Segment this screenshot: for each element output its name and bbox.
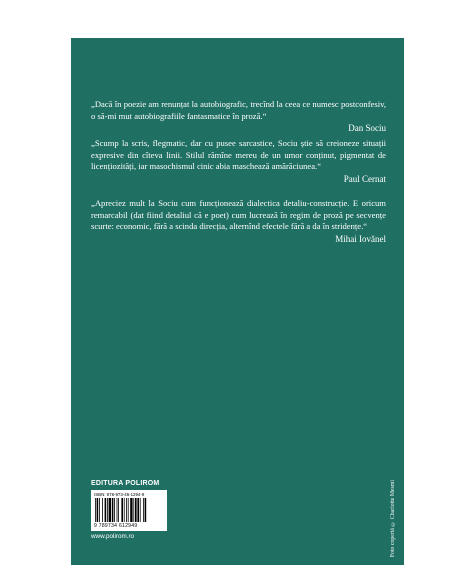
quote-text: „Dacă în poezie am renunțat la autobiografic, trecînd la ceea ce numesc postconfesiv, o să-mi mut autobiografiile fantasmatice în proză.“ [91,99,386,121]
isbn-text: ISBN: 978-973-46-1294-9 [94,492,145,497]
quote-dan-sociu [91,99,386,135]
quote-author: Dan Sociu [348,123,386,134]
quote-author: Mihai Iovănel [335,233,386,244]
quote-author: Paul Cernat [343,173,386,184]
photo-credit: Foto copertă © Charlotte Mesmi [390,479,396,557]
publisher-name: EDITURA POLIROM [91,480,160,487]
quote-text: „Apreciez mult la Sociu cum funcționează dialectica detaliu-construcție. E oricum remarcabil (dat fiind detaliul că e poet) cum lucrează în regim de proză pe secvențe scurte: economic, fără a scinda direcția, alternînd efectele fără a da în stridențe.“ [91,198,386,232]
publisher-block [91,480,167,540]
quote-mihai-iovanel [91,198,386,245]
barcode-icon [94,498,164,522]
quote-paul-cernat [91,138,386,185]
quote-text: „Scump la scris, flegmatic, dar cu pusee sarcastice, Sociu știe să creioneze situații expresive din cîteva linii. Stilul rămîne mereu de un umor conținut, pigmentat de licențiozități, iar masochismul cinic abia maschează amărăciunea.“ [91,138,386,172]
barcode-digits: 9 789734 612949 [94,523,138,529]
isbn-barcode-box [91,490,167,531]
publisher-website: www.polirom.ro [91,533,135,540]
book-back-cover [71,38,404,565]
